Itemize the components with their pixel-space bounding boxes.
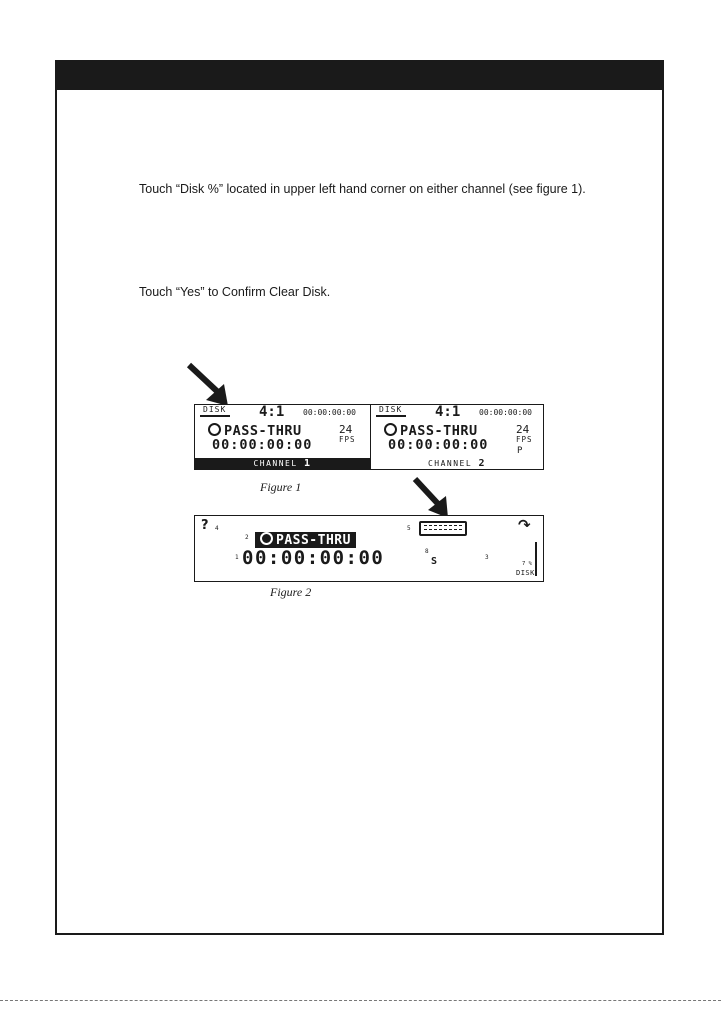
record-ring-icon: [208, 423, 221, 436]
playback-letter: P: [517, 446, 523, 456]
callout-4: 4: [215, 525, 219, 532]
record-ring-icon: [384, 423, 397, 436]
figure-2-caption: Figure 2: [270, 585, 312, 599]
step-disk-percent: Touch “Disk %” located in upper left hand corner on either channel (see figure 1).: [139, 182, 586, 196]
callout-8: 8: [425, 548, 429, 555]
channel-label-text: CHANNEL: [427, 459, 473, 468]
disk-meter: [535, 542, 537, 576]
pointer-arrow-icon: [412, 476, 456, 520]
record-ring-icon: [260, 532, 273, 545]
fps-unit: FPS: [339, 435, 356, 444]
small-timecode: 00:00:00:00: [479, 408, 532, 417]
status-letter: S: [431, 556, 438, 567]
disk-percent-button[interactable]: DISK: [203, 405, 227, 414]
figure-1-caption: Figure 1: [260, 480, 302, 494]
step-confirm-clear: Touch “Yes” to Confirm Clear Disk.: [139, 285, 331, 299]
fps-unit: FPS: [516, 435, 533, 444]
channel-label-text: CHANNEL: [253, 459, 298, 468]
channel-2-label[interactable]: [371, 458, 543, 469]
callout-2: 2: [245, 534, 249, 541]
channel-1-panel: [195, 405, 371, 469]
channel-number: 1: [304, 458, 312, 469]
pointer-arrow-icon: [186, 362, 234, 408]
mode-text: PASS-THRU: [400, 423, 478, 439]
loop-icon[interactable]: ↷: [518, 516, 531, 534]
callout-5: 5: [407, 525, 411, 532]
callout-1: 1: [235, 554, 239, 561]
transport-strip-button[interactable]: [419, 521, 467, 536]
disk-meter: [376, 415, 406, 417]
compression-ratio: 4:1: [435, 404, 461, 420]
timecode: 00:00:00:00: [212, 437, 313, 453]
mode-text: PASS-THRU: [224, 423, 302, 439]
small-timecode: 00:00:00:00: [303, 408, 356, 417]
channel-number: 2: [478, 458, 487, 469]
compression-ratio: 4:1: [259, 404, 285, 420]
callout-3: 3: [485, 554, 489, 561]
channel-2-panel: [371, 405, 543, 469]
figure-1-panel: [194, 404, 544, 470]
figure-2-panel: [194, 515, 544, 582]
disk-percent-value: 7 %: [522, 561, 532, 567]
disk-percent-button[interactable]: DISK: [379, 405, 403, 414]
fps-value: 24: [516, 423, 530, 436]
timecode: 00:00:00:00: [242, 547, 385, 569]
mode-label[interactable]: [255, 532, 356, 548]
page-cut-line: [0, 1000, 721, 1001]
timecode: 00:00:00:00: [388, 437, 489, 453]
mode-text: PASS-THRU: [276, 533, 351, 548]
disk-meter: [200, 415, 230, 417]
disk-percent-button[interactable]: DISK: [516, 569, 535, 577]
fps-value: 24: [339, 423, 353, 436]
channel-1-label[interactable]: [195, 458, 370, 469]
help-icon[interactable]: ?: [201, 518, 209, 533]
